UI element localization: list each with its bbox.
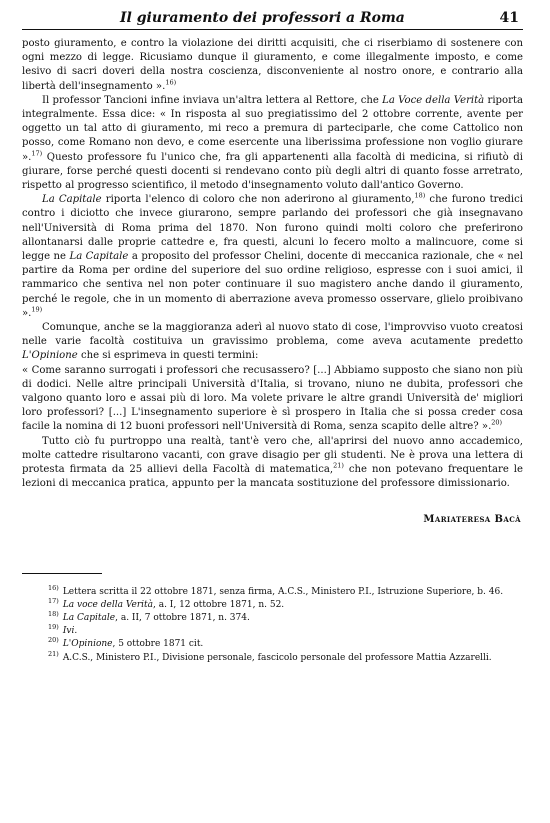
footnote-ref: 19) [31,305,43,314]
text-run: riporta l'elenco di coloro che non aderirono al giuramento, [101,194,415,206]
paragraph [22,94,523,193]
footnote-mark: 17) [48,596,59,605]
italic-text: La voce della Verità [62,599,153,610]
paragraph [22,435,523,492]
text-run: Il professor Tancioni infine inviava un'altra lettera al Rettore, che [42,94,383,106]
italic-text: L'Opinione [22,350,78,362]
text-run: posto giuramento, e contro la violazione dei diritti acquisiti, che ci riserbiamo di sostenere con ogni mezzo di legge. Ricusiamo dunque il giuramento, e come illegalmente imposto, e come lesivo di sacri doveri della nostra coscienza, disconveniente al nostro onore, e contrario alla libertà dell'insegnamento ». [22,38,523,92]
text-run: riporta integralmente. Essa dice: « In risposta al suo pregiatissimo del 2 ottobre corrente, avente per oggetto un tal atto di giuramento, mi reco a premura di parteciparle, che come Cattolico non posso, come Romano non devo, e come esercente una liberissima professione non voglio giurare ». [22,94,523,163]
footnote [22,649,523,665]
footnote [22,583,523,599]
footnote-rule [22,573,102,574]
book-page [22,10,523,665]
footnote-mark: 16) [48,583,59,592]
running-head [22,10,523,30]
footnote-ref: 20) [491,419,503,428]
footnote-mark: 20) [48,636,59,645]
block-quote-paragraph [22,364,523,435]
italic-text: La Capitale [69,251,129,263]
text-run: , 5 ottobre 1871 cit. [112,639,204,650]
italic-text: La Capitale [62,612,116,623]
italic-text: La Voce della Verità [382,94,485,106]
footnote-mark: 18) [48,609,59,618]
text-run: « Come saranno surrogati i professori che recusassero? [...] Abbiamo supposto che siano non più di dodici. Nelle altre principali Università d'Italia, si trovano, niuno ne dubita, professori che valgono quanto loro e assai più di loro. Ma volete privare le altre grandi Università de' migliori loro professori? [...] L'insegnamento superiore è sì prospero in Italia che si possa creder cosa facile la nomina di 12 buoni professori nell'Università di Roma, senza scapito delle altre? ». [22,364,523,433]
text-run: , a. II, 7 ottobre 1871, n. 374. [115,612,250,623]
paragraph [22,321,523,364]
italic-text: La Capitale [42,194,102,206]
footnote-mark: 21) [48,649,59,658]
text-run: Comunque, anche se la maggioranza aderì al nuovo stato di cose, l'improvviso vuoto creatosi nelle varie facoltà costituiva un gravissimo problema, come aveva acutamente predetto [22,322,523,348]
text-run: Lettera scritta il 22 ottobre 1871, senza firma, A.C.S., Ministero P.I., Istruzione Superiore, b. 46. [62,586,504,597]
page-number: 41 [499,10,519,26]
body-text [22,37,523,492]
footnote-ref: 17) [31,149,43,158]
footnote [22,596,523,612]
author-signature: Mariateresa Bacà [423,513,521,525]
footnote-ref: 18) [414,191,426,200]
text-run: Tutto ciò fu purtroppo una realtà, tant'è vero che, all'aprirsi del nuovo anno accademico, molte cattedre risultarono vacanti, con grave disagio per gli studenti. Ne è prova una lettera di protesta firmata da 25 allievi della Facoltà di matematica, [22,435,523,476]
running-head-title: Il giuramento dei professori a Roma [120,10,405,26]
text-run: che furono tredici contro i diciotto che invece giurarono, sempre parlando dei professori che già insegnavano nell'Università di Roma prima del 1870. Non furono quindi molti coloro che preferirono allontanarsi dalle proprie cattedre e, fra questi, alcuni lo fecero molto a malincuore, come si legge ne [22,194,524,263]
text-run: Questo professore fu l'unico che, fra gli appartenenti alla facoltà di medicina, si rifiutò di giurare, forse perché questi docenti si rendevano conto più degli altri di quanto fosse arretrato, rispetto al progresso scientifico, il metodo d'insegnamento voluto dall'antico Governo. [22,151,523,192]
text-run: , a. I, 12 ottobre 1871, n. 52. [152,599,285,610]
text-run: a proposito del professor Chelini, docente di meccanica razionale, che « nel partire da Roma per ordine del superiore del suo ordine religioso, espresse con i suoi amici, il rammarico che sentiva nel non poter continuare il suo magistero anche dando il giuramento, perché le regole, che in un momento di aberrazione aveva promesso osservare, glielo proibivano ». [22,251,523,319]
italic-text: Ivi. [62,626,78,637]
paragraph [22,37,523,94]
footnote [22,638,523,651]
paragraph [22,193,523,321]
footnote-ref: 21) [333,461,344,470]
footnotes [22,583,523,665]
text-run: che non potevano frequentare le lezioni di meccanica pratica, appunto per la mancata sostituzione del professore dimissionario. [22,464,523,490]
italic-text: L'Opinione [62,639,113,650]
footnote [22,625,523,638]
footnote-ref: 16) [165,78,177,87]
text-run: A.C.S., Ministero P.I., Divisione personale, fascicolo personale del professore Mattia Azzarelli. [62,652,492,663]
footnote [22,609,523,625]
footnote-mark: 19) [48,623,59,632]
text-run: che si esprimeva in questi termini: [77,350,259,362]
